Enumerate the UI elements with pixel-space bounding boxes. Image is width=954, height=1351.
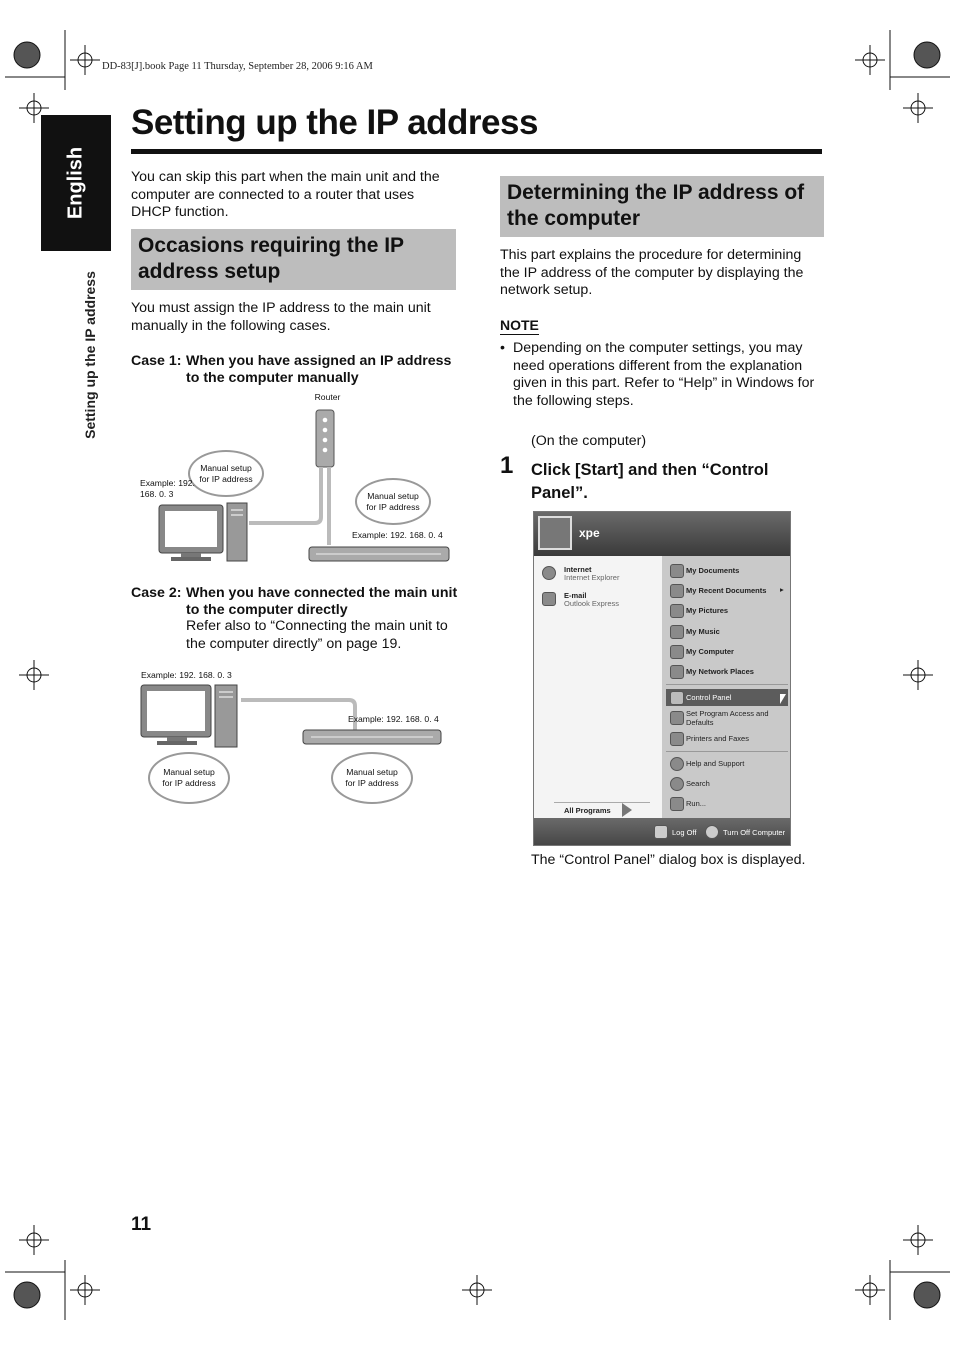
program-access-icon (670, 711, 684, 725)
main-unit-icon (309, 547, 449, 561)
manual-setup-bubble-unit: Manual setup for IP address (355, 478, 431, 525)
occasions-text: You must assign the IP address to the main unit manually in the following cases. (131, 300, 431, 334)
menu-item-program-access[interactable]: Set Program Access and Defaults (686, 709, 769, 727)
step-instruction: Click [Start] and then “Control Panel”. (531, 461, 769, 502)
mouse-cursor-icon (780, 694, 786, 704)
search-icon (670, 777, 684, 791)
example-ip-unit-2: Example: 192. 168. 0. 4 (348, 714, 439, 724)
menu-item-my-documents[interactable]: My Documents (686, 566, 740, 575)
note-label: NOTE (500, 317, 539, 333)
start-menu-right-pane (662, 556, 791, 818)
router-icon (316, 410, 334, 467)
user-name: xpe (579, 526, 600, 540)
start-menu-screenshot (533, 511, 791, 846)
my-recent-documents-icon (670, 584, 684, 598)
page-number: 11 (131, 1214, 152, 1235)
intro-text: You can skip this part when the main unit and the computer are connected to a router that uses DHCP function. (131, 169, 440, 220)
page-title: Setting up the IP address (131, 103, 538, 142)
section-heading-determining: Determining the IP address of the computer (500, 176, 824, 237)
internet-explorer-icon (542, 566, 556, 580)
all-programs-divider (554, 802, 650, 803)
case1-text: When you have assigned an IP address to the computer manually (186, 353, 452, 386)
example-ip-pc: Example: 192. 168. 0. 3 (140, 478, 195, 499)
user-avatar (538, 516, 572, 550)
my-documents-icon (670, 564, 684, 578)
all-programs-button[interactable]: All Programs (564, 806, 611, 815)
menu-item-internet[interactable]: Internet (564, 565, 592, 574)
determining-text: This part explains the procedure for determining the IP address of the computer by displaying the network setup. (500, 247, 804, 298)
example-ip-pc-2: Example: 192. 168. 0. 3 (141, 670, 232, 680)
menu-item-printers-faxes[interactable]: Printers and Faxes (686, 734, 749, 743)
main-unit-icon-2 (303, 730, 441, 744)
language-tab (41, 115, 111, 251)
outlook-express-icon (542, 592, 556, 606)
monitor-icon-2 (141, 685, 211, 745)
note-bullet: • (500, 340, 505, 356)
power-icon (705, 825, 719, 839)
menu-item-help[interactable]: Help and Support (686, 759, 745, 768)
monitor-icon (159, 505, 223, 561)
menu-divider-2 (666, 751, 788, 752)
case2-text: When you have connected the main unit to the computer directly (186, 585, 458, 618)
menu-item-internet-sub: Internet Explorer (564, 573, 620, 582)
menu-item-my-music[interactable]: My Music (686, 627, 720, 636)
help-icon (670, 757, 684, 771)
file-header-line: DD-83[J].book Page 11 Thursday, September 28, 2006 9:16 AM (102, 61, 373, 72)
result-text: The “Control Panel” dialog box is displayed. (531, 852, 806, 868)
title-rule (131, 149, 822, 154)
menu-divider (666, 684, 788, 685)
language-tab-label: English (64, 146, 87, 220)
printers-faxes-icon (670, 732, 684, 746)
my-network-places-icon (670, 665, 684, 679)
section-heading-occasions: Occasions requiring the IP address setup (131, 229, 456, 290)
on-computer-text: (On the computer) (531, 433, 647, 449)
step-number: 1 (500, 452, 514, 479)
start-menu-footer (534, 818, 790, 846)
run-icon (670, 797, 684, 811)
case2-note: Refer also to “Connecting the main unit to the computer directly” on page 19. (186, 618, 448, 652)
my-computer-icon (670, 645, 684, 659)
turn-off-button[interactable]: Turn Off Computer (723, 828, 786, 837)
menu-item-search[interactable]: Search (686, 779, 710, 788)
submenu-arrow-icon: ▸ (780, 585, 784, 594)
manual-setup-bubble-pc: Manual setup for IP address (188, 450, 264, 497)
all-programs-arrow-icon (622, 803, 632, 817)
pc-tower-icon (227, 503, 247, 561)
menu-item-my-computer[interactable]: My Computer (686, 647, 734, 656)
control-panel-icon (670, 691, 684, 705)
menu-item-control-panel[interactable]: Control Panel (686, 693, 732, 702)
manual-setup-bubble-unit-2: Manual setup for IP address (331, 752, 413, 804)
pc-tower-icon-2 (215, 685, 237, 747)
my-music-icon (670, 625, 684, 639)
manual-setup-bubble-pc-2: Manual setup for IP address (148, 752, 230, 804)
my-pictures-icon (670, 604, 684, 618)
menu-item-my-pictures[interactable]: My Pictures (686, 606, 729, 615)
menu-item-email-sub: Outlook Express (564, 599, 620, 608)
menu-item-email[interactable]: E-mail (564, 591, 587, 600)
menu-item-my-network-places[interactable]: My Network Places (686, 667, 754, 676)
router-label: Router (314, 392, 341, 402)
log-off-button[interactable]: Log Off (672, 828, 697, 837)
note-text: Depending on the computer settings, you may need operations different from the explanation given in this part. Refer to “Help” in Windows for the following steps. (513, 340, 815, 409)
running-head: Setting up the IP address (82, 271, 98, 439)
log-off-icon (654, 825, 668, 839)
menu-item-my-recent-documents[interactable]: My Recent Documents (686, 586, 767, 595)
example-ip-unit: Example: 192. 168. 0. 4 (352, 530, 443, 540)
case1-label: Case 1: (131, 353, 182, 369)
start-menu-left-pane (534, 556, 662, 818)
start-menu-header (534, 512, 790, 556)
case2-label: Case 2: (131, 585, 182, 601)
menu-item-run[interactable]: Run... (686, 799, 707, 808)
